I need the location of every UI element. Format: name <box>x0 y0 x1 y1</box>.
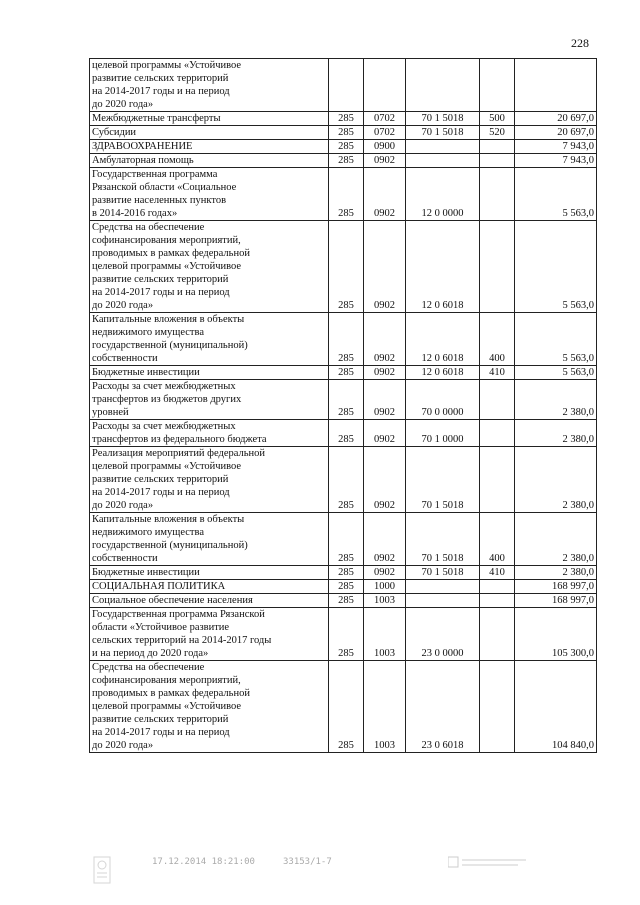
table-row <box>90 380 597 420</box>
cell-name-line: софинансирования мероприятий, <box>92 675 241 686</box>
cell-target-article: 70 0 0000 <box>406 380 480 420</box>
cell-name-line: государственной (муниципальной) <box>92 340 248 351</box>
cell-amount: 2 380,0 <box>515 447 597 513</box>
cell-name-line: развитие населенных пунктов <box>92 195 227 206</box>
cell-expense-type <box>480 608 515 661</box>
cell-name-line: Расходы за счет межбюджетных <box>92 381 236 392</box>
table-row <box>90 580 597 594</box>
cell-name-line: трансфертов из бюджетов других <box>92 394 242 405</box>
cell-name-line: проводимых в рамках федеральной <box>92 248 250 259</box>
cell-name <box>90 112 329 126</box>
cell-expense-type: 400 <box>480 313 515 366</box>
cell-section: 0902 <box>364 366 406 380</box>
cell-name <box>90 126 329 140</box>
cell-name-line: целевой программы «Устойчивое <box>92 60 242 71</box>
cell-ministry: 285 <box>329 661 364 753</box>
cell-name-line: сельских территорий на 2014-2017 годы <box>92 635 272 646</box>
stamp-icon <box>91 855 113 885</box>
cell-expense-type <box>480 380 515 420</box>
cell-target-article <box>406 594 480 608</box>
cell-name <box>90 661 329 753</box>
cell-name <box>90 566 329 580</box>
cell-ministry: 285 <box>329 447 364 513</box>
cell-ministry: 285 <box>329 126 364 140</box>
cell-name-line: СОЦИАЛЬНАЯ ПОЛИТИКА <box>92 581 226 592</box>
cell-ministry: 285 <box>329 580 364 594</box>
cell-amount: 20 697,0 <box>515 126 597 140</box>
cell-ministry: 285 <box>329 168 364 221</box>
cell-ministry: 285 <box>329 313 364 366</box>
cell-ministry: 285 <box>329 221 364 313</box>
cell-name <box>90 380 329 420</box>
cell-target-article: 70 1 5018 <box>406 112 480 126</box>
cell-expense-type <box>480 447 515 513</box>
cell-section: 0902 <box>364 168 406 221</box>
cell-name-line: Рязанской области «Социальное <box>92 182 237 193</box>
cell-section: 0902 <box>364 513 406 566</box>
cell-ministry: 285 <box>329 154 364 168</box>
cell-section: 1003 <box>364 608 406 661</box>
table-row <box>90 447 597 513</box>
cell-section: 0902 <box>364 221 406 313</box>
cell-name-line: до 2020 года» <box>92 740 154 751</box>
cell-name <box>90 313 329 366</box>
cell-section: 1003 <box>364 594 406 608</box>
cell-name <box>90 594 329 608</box>
cell-expense-type <box>480 59 515 112</box>
cell-amount: 104 840,0 <box>515 661 597 753</box>
cell-expense-type <box>480 580 515 594</box>
cell-name-line: Средства на обеспечение <box>92 222 205 233</box>
table-row <box>90 59 597 112</box>
cell-target-article: 12 0 0000 <box>406 168 480 221</box>
cell-target-article <box>406 140 480 154</box>
cell-ministry <box>329 59 364 112</box>
cell-target-article <box>406 154 480 168</box>
cell-amount: 2 380,0 <box>515 513 597 566</box>
cell-target-article: 70 1 5018 <box>406 447 480 513</box>
cell-name-line: на 2014-2017 годы и на период <box>92 287 230 298</box>
cell-ministry: 285 <box>329 420 364 447</box>
table-row <box>90 313 597 366</box>
cell-expense-type: 400 <box>480 513 515 566</box>
cell-amount: 2 380,0 <box>515 380 597 420</box>
cell-target-article: 23 0 6018 <box>406 661 480 753</box>
cell-expense-type: 410 <box>480 566 515 580</box>
footer-date: 17.12.2014 18:21:00 <box>152 857 255 867</box>
cell-name-line: до 2020 года» <box>92 99 154 110</box>
cell-section: 0902 <box>364 447 406 513</box>
cell-amount: 5 563,0 <box>515 313 597 366</box>
cell-name-line: Расходы за счет межбюджетных <box>92 421 236 432</box>
cell-name <box>90 221 329 313</box>
cell-name-line: и на период до 2020 года» <box>92 648 209 659</box>
cell-name-line: ЗДРАВООХРАНЕНИЕ <box>92 141 193 152</box>
table-row <box>90 608 597 661</box>
cell-name-line: государственной (муниципальной) <box>92 540 248 551</box>
cell-ministry: 285 <box>329 608 364 661</box>
cell-section <box>364 59 406 112</box>
table-row <box>90 513 597 566</box>
cell-name-line: развитие сельских территорий <box>92 714 229 725</box>
cell-name-line: развитие сельских территорий <box>92 274 229 285</box>
cell-name-line: Капитальные вложения в объекты <box>92 514 245 525</box>
cell-name <box>90 447 329 513</box>
cell-section: 0702 <box>364 112 406 126</box>
cell-name-line: Социальное обеспечение населения <box>92 595 253 606</box>
cell-section: 0902 <box>364 313 406 366</box>
cell-section: 0902 <box>364 380 406 420</box>
cell-target-article: 12 0 6018 <box>406 313 480 366</box>
table-row <box>90 154 597 168</box>
table-row <box>90 566 597 580</box>
cell-target-article: 70 1 5018 <box>406 126 480 140</box>
cell-name-line: проводимых в рамках федеральной <box>92 688 250 699</box>
cell-section: 1000 <box>364 580 406 594</box>
cell-expense-type <box>480 140 515 154</box>
table-row <box>90 112 597 126</box>
cell-name <box>90 168 329 221</box>
budget-table <box>89 58 597 753</box>
cell-expense-type <box>480 594 515 608</box>
cell-name-line: целевой программы «Устойчивое <box>92 461 242 472</box>
cell-name-line: до 2020 года» <box>92 500 154 511</box>
cell-name-line: Бюджетные инвестиции <box>92 567 200 578</box>
cell-ministry: 285 <box>329 380 364 420</box>
table-row <box>90 126 597 140</box>
cell-name-line: на 2014-2017 годы и на период <box>92 487 230 498</box>
cell-name-line: собственности <box>92 353 158 364</box>
cell-section: 1003 <box>364 661 406 753</box>
cell-amount: 105 300,0 <box>515 608 597 661</box>
table-row <box>90 594 597 608</box>
table-row <box>90 221 597 313</box>
cell-name-line: Субсидии <box>92 127 137 138</box>
cell-name-line: до 2020 года» <box>92 300 154 311</box>
cell-amount: 168 997,0 <box>515 594 597 608</box>
cell-ministry: 285 <box>329 140 364 154</box>
cell-section: 0902 <box>364 420 406 447</box>
cell-name-line: в 2014-2016 годах» <box>92 208 178 219</box>
cell-ministry: 285 <box>329 566 364 580</box>
cell-expense-type: 520 <box>480 126 515 140</box>
cell-name <box>90 140 329 154</box>
cell-section: 0702 <box>364 126 406 140</box>
cell-amount <box>515 59 597 112</box>
cell-target-article: 12 0 6018 <box>406 221 480 313</box>
cell-name <box>90 580 329 594</box>
cell-name-line: на 2014-2017 годы и на период <box>92 86 230 97</box>
cell-name-line: недвижимого имущества <box>92 327 204 338</box>
cell-name <box>90 608 329 661</box>
cell-target-article <box>406 580 480 594</box>
cell-section: 0900 <box>364 140 406 154</box>
cell-name-line: целевой программы «Устойчивое <box>92 701 242 712</box>
cell-target-article: 70 1 5018 <box>406 513 480 566</box>
cell-amount: 5 563,0 <box>515 366 597 380</box>
cell-name-line: трансфертов из федерального бюджета <box>92 434 267 445</box>
cell-name-line: Реализация мероприятий федеральной <box>92 448 266 459</box>
cell-expense-type <box>480 661 515 753</box>
cell-name-line: целевой программы «Устойчивое <box>92 261 242 272</box>
cell-expense-type: 500 <box>480 112 515 126</box>
cell-section: 0902 <box>364 154 406 168</box>
footer-doc-id: 33153/1-7 <box>283 857 332 867</box>
cell-name-line: Средства на обеспечение <box>92 662 205 673</box>
cell-name-line: софинансирования мероприятий, <box>92 235 241 246</box>
cell-name <box>90 154 329 168</box>
cell-name-line: уровней <box>92 407 129 418</box>
cell-expense-type: 410 <box>480 366 515 380</box>
cell-name-line: Бюджетные инвестиции <box>92 367 200 378</box>
table-row <box>90 661 597 753</box>
cell-ministry: 285 <box>329 112 364 126</box>
cell-name-line: Межбюджетные трансферты <box>92 113 221 124</box>
cell-name-line: на 2014-2017 годы и на период <box>92 727 230 738</box>
cell-name-line: Капитальные вложения в объекты <box>92 314 245 325</box>
cell-expense-type <box>480 221 515 313</box>
cell-name-line: собственности <box>92 553 158 564</box>
cell-name <box>90 59 329 112</box>
cell-amount: 168 997,0 <box>515 580 597 594</box>
cell-name-line: Амбулаторная помощь <box>92 155 194 166</box>
scan-footer <box>0 853 640 893</box>
table-row <box>90 140 597 154</box>
cell-name <box>90 420 329 447</box>
cell-target-article <box>406 59 480 112</box>
cell-amount: 7 943,0 <box>515 154 597 168</box>
budget-table-body <box>90 59 597 753</box>
cell-ministry: 285 <box>329 513 364 566</box>
cell-target-article: 70 1 5018 <box>406 566 480 580</box>
cell-target-article: 12 0 6018 <box>406 366 480 380</box>
cell-name-line: Государственная программа Рязанской <box>92 609 265 620</box>
page-number: 228 <box>571 36 589 50</box>
table-row <box>90 168 597 221</box>
table-row <box>90 420 597 447</box>
table-row <box>90 366 597 380</box>
cell-name <box>90 366 329 380</box>
cell-name-line: развитие сельских территорий <box>92 73 229 84</box>
cell-amount: 2 380,0 <box>515 420 597 447</box>
cell-ministry: 285 <box>329 366 364 380</box>
cell-amount: 20 697,0 <box>515 112 597 126</box>
cell-name-line: области «Устойчивое развитие <box>92 622 230 633</box>
cell-expense-type <box>480 420 515 447</box>
cell-amount: 2 380,0 <box>515 566 597 580</box>
cell-ministry: 285 <box>329 594 364 608</box>
cell-expense-type <box>480 154 515 168</box>
cell-section: 0902 <box>364 566 406 580</box>
cell-amount: 5 563,0 <box>515 221 597 313</box>
cell-name <box>90 513 329 566</box>
cell-name-line: недвижимого имущества <box>92 527 204 538</box>
cell-target-article: 70 1 0000 <box>406 420 480 447</box>
watermark-icon <box>448 855 528 873</box>
cell-amount: 7 943,0 <box>515 140 597 154</box>
cell-expense-type <box>480 168 515 221</box>
cell-name-line: Государственная программа <box>92 169 218 180</box>
cell-target-article: 23 0 0000 <box>406 608 480 661</box>
cell-name-line: развитие сельских территорий <box>92 474 229 485</box>
cell-amount: 5 563,0 <box>515 168 597 221</box>
